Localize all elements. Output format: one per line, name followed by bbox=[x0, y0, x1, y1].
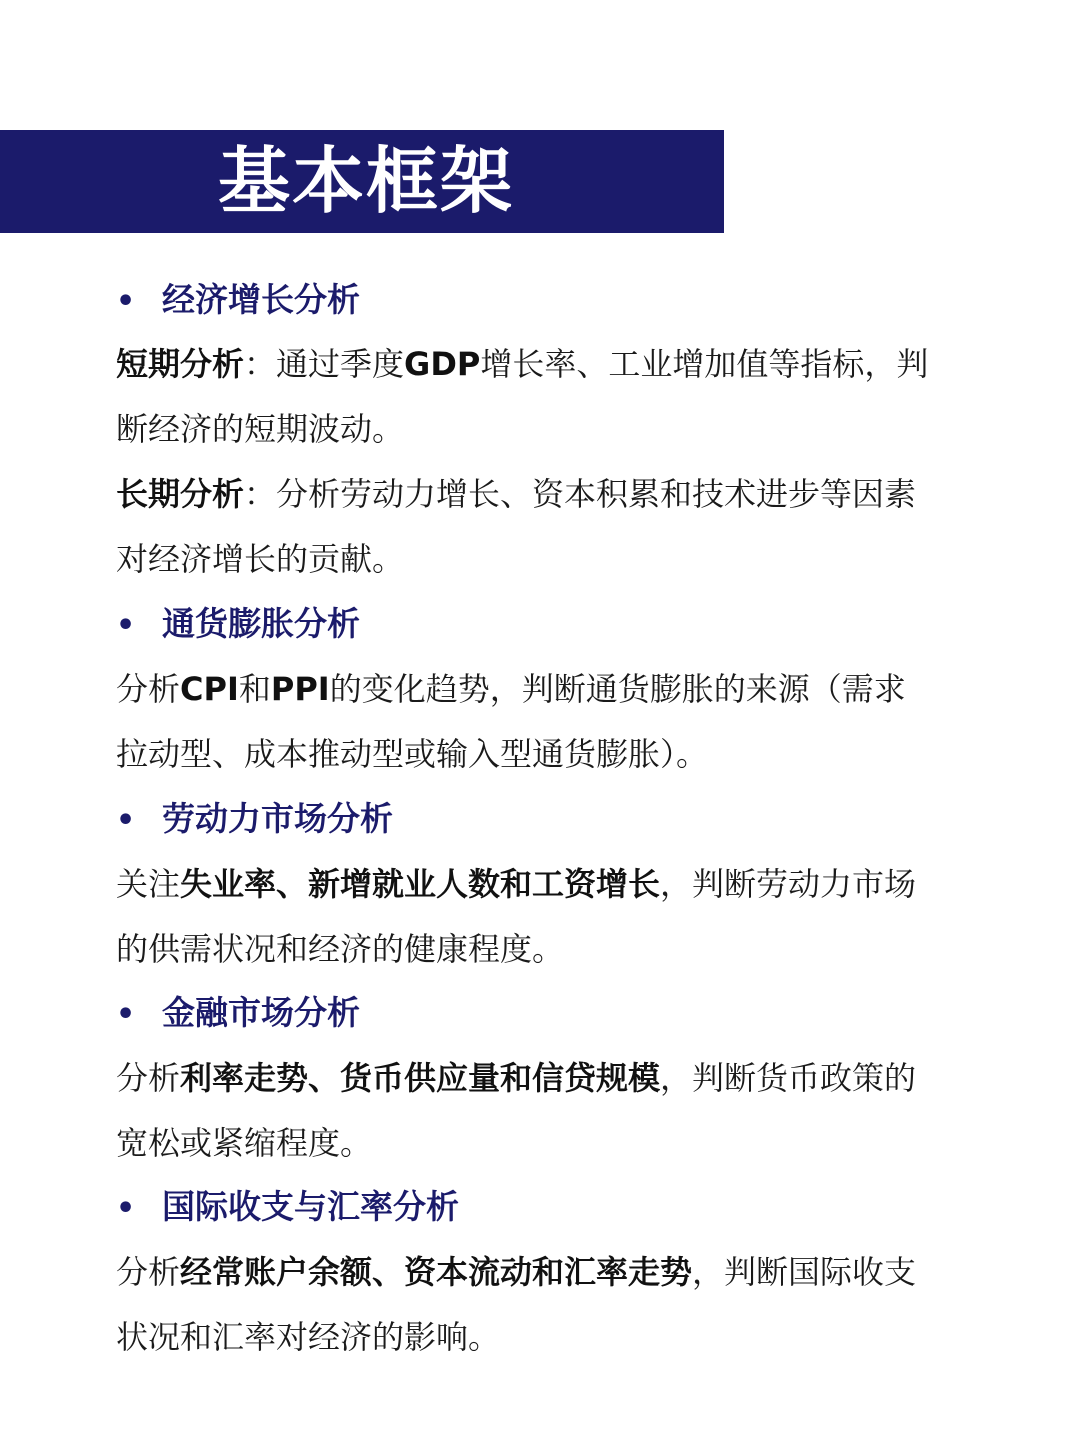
text-segment-bold: GDP bbox=[404, 345, 481, 383]
text-segment: ，判断劳动力市场的供需状况和经济的健康程度。 bbox=[116, 865, 917, 968]
title-banner bbox=[0, 130, 724, 233]
paragraph-label: 长期分析 bbox=[116, 475, 245, 513]
text-segment: 增长率、工业增加值等指标，判断经济的短期波动。 bbox=[116, 345, 929, 448]
section-heading-text: 通货膨胀分析 bbox=[162, 604, 360, 643]
page-title: 基本框架 bbox=[218, 139, 515, 223]
text-segment-bold: 利率走势、货币供应量和信贷规模 bbox=[180, 1059, 661, 1097]
label-separator: ： bbox=[244, 345, 277, 383]
paragraph-labor-market bbox=[116, 852, 936, 982]
bullet-icon: • bbox=[116, 997, 136, 1032]
bullet-icon: • bbox=[116, 803, 136, 838]
text-segment: 和 bbox=[238, 670, 271, 708]
bullet-icon: • bbox=[116, 284, 136, 319]
text-segment: 分析劳动力增长、资本积累和技术进步等因素对经济增长的贡献。 bbox=[116, 475, 917, 578]
text-segment: 关注 bbox=[116, 865, 181, 903]
section-heading-text: 金融市场分析 bbox=[162, 993, 360, 1032]
text-segment: 分析 bbox=[116, 670, 181, 708]
bullet-icon: • bbox=[116, 1191, 136, 1226]
paragraph-short-term bbox=[116, 332, 936, 462]
bullet-icon: • bbox=[116, 608, 136, 643]
text-segment-bold: CPI bbox=[180, 670, 239, 708]
section-heading-inflation bbox=[116, 602, 360, 646]
section-heading-text: 经济增长分析 bbox=[162, 280, 360, 319]
text-segment-bold: 失业率、新增就业人数和工资增长 bbox=[180, 865, 661, 903]
section-heading-text: 国际收支与汇率分析 bbox=[162, 1187, 459, 1226]
text-segment: ，判断国际收支状况和汇率对经济的影响。 bbox=[116, 1253, 917, 1356]
paragraph-inflation bbox=[116, 657, 936, 787]
section-heading-financial-market bbox=[116, 991, 360, 1035]
paragraph-financial-market bbox=[116, 1046, 936, 1176]
section-heading-economic-growth bbox=[116, 278, 360, 322]
text-segment: 分析 bbox=[116, 1253, 181, 1291]
paragraph-label: 短期分析 bbox=[116, 345, 245, 383]
text-segment: ，判断货币政策的宽松或紧缩程度。 bbox=[116, 1059, 917, 1162]
section-heading-text: 劳动力市场分析 bbox=[162, 799, 393, 838]
label-separator: ： bbox=[244, 475, 277, 513]
text-segment: 分析 bbox=[116, 1059, 181, 1097]
text-segment-bold: 经常账户余额、资本流动和汇率走势 bbox=[180, 1253, 693, 1291]
paragraph-long-term bbox=[116, 462, 936, 592]
text-segment: 的变化趋势，判断通货膨胀的来源（需求拉动型、成本推动型或输入型通货膨胀）。 bbox=[116, 670, 906, 773]
text-segment-bold: PPI bbox=[270, 670, 330, 708]
section-heading-balance-of-payments bbox=[116, 1185, 459, 1229]
section-heading-labor-market bbox=[116, 797, 393, 841]
text-segment: 通过季度 bbox=[276, 345, 405, 383]
paragraph-balance-of-payments bbox=[116, 1240, 936, 1370]
